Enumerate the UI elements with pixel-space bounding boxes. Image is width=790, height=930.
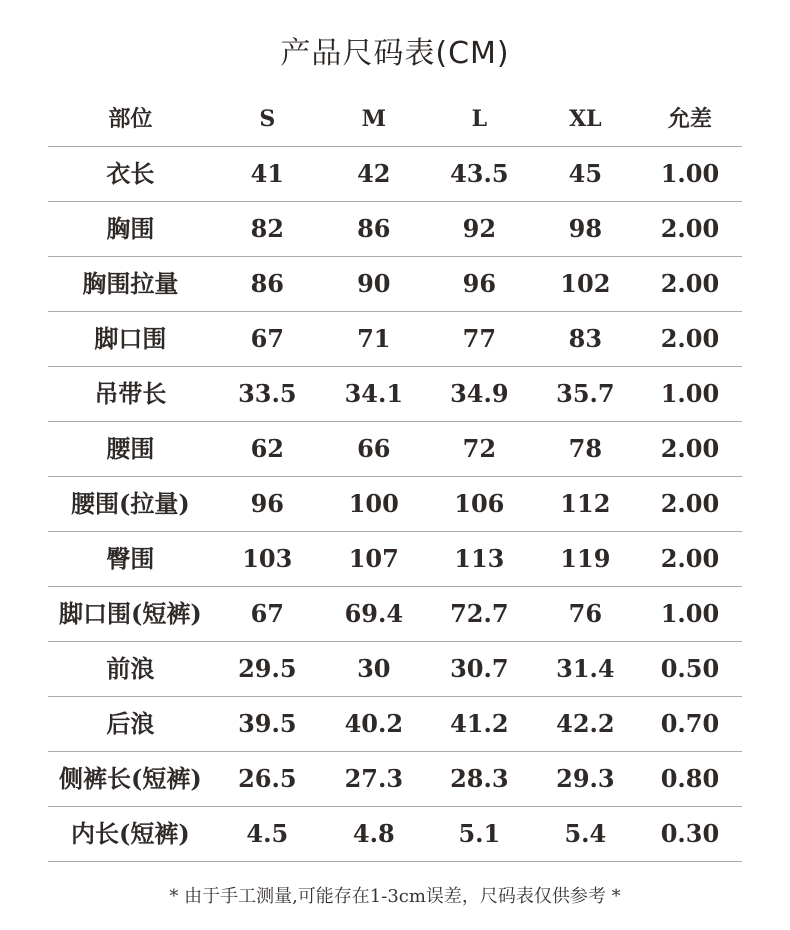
table-row	[48, 367, 742, 422]
row-size-s: 82	[250, 214, 284, 243]
row-part: 内长(短裤)	[71, 819, 190, 848]
row-size-xl: 35.7	[556, 379, 615, 408]
header-size-s: S	[259, 106, 276, 132]
row-tolerance: 2.00	[660, 434, 720, 463]
row-size-s: 96	[250, 489, 284, 518]
row-tolerance: 0.30	[660, 819, 720, 848]
row-tolerance: 2.00	[660, 489, 720, 518]
table-row	[48, 147, 742, 202]
table-row	[48, 532, 742, 587]
header-tolerance: 允差	[667, 106, 712, 132]
row-tolerance: 1.00	[660, 599, 720, 628]
row-size-xl: 5.4	[564, 819, 607, 848]
table-row	[48, 422, 742, 477]
row-size-s: 4.5	[246, 819, 289, 848]
row-size-xl: 42.2	[556, 709, 615, 738]
row-size-s: 86	[250, 269, 284, 298]
row-size-m: 69.4	[344, 599, 404, 628]
row-size-l: 30.7	[450, 654, 509, 683]
row-size-l: 34.9	[450, 379, 509, 408]
row-size-xl: 45	[568, 159, 603, 188]
row-tolerance: 1.00	[660, 379, 720, 408]
row-size-m: 30	[357, 654, 391, 683]
row-size-l: 72.7	[450, 599, 509, 628]
row-size-xl: 112	[560, 489, 611, 518]
row-size-m: 42	[357, 159, 391, 188]
header-part: 部位	[108, 106, 153, 132]
row-size-m: 100	[348, 489, 399, 518]
row-part: 吊带长	[94, 379, 167, 408]
table-header-row	[48, 92, 742, 147]
row-tolerance: 1.00	[660, 159, 720, 188]
row-part: 前浪	[106, 654, 155, 683]
row-size-m: 27.3	[344, 764, 404, 793]
row-part: 胸围拉量	[82, 269, 179, 298]
row-size-s: 103	[242, 544, 293, 573]
table-row	[48, 312, 742, 367]
row-size-s: 33.5	[238, 379, 297, 408]
row-part: 臀围	[106, 544, 155, 573]
row-tolerance: 2.00	[660, 544, 720, 573]
row-size-m: 86	[357, 214, 391, 243]
row-size-l: 77	[462, 324, 497, 353]
row-size-m: 107	[348, 544, 399, 573]
row-size-l: 92	[462, 214, 497, 243]
row-size-m: 90	[357, 269, 391, 298]
row-tolerance: 2.00	[660, 324, 720, 353]
row-size-l: 113	[454, 544, 505, 573]
row-size-s: 39.5	[238, 709, 297, 738]
row-size-m: 66	[357, 434, 391, 463]
row-size-m: 34.1	[344, 379, 404, 408]
row-size-s: 62	[250, 434, 284, 463]
row-size-xl: 102	[560, 269, 611, 298]
table-row	[48, 807, 742, 862]
row-part: 侧裤长(短裤)	[59, 764, 202, 793]
row-size-l: 41.2	[450, 709, 509, 738]
table-row	[48, 257, 742, 312]
row-part: 衣长	[106, 159, 155, 188]
row-size-s: 26.5	[238, 764, 297, 793]
row-size-l: 5.1	[458, 819, 501, 848]
row-part: 后浪	[106, 709, 155, 738]
page-title: 产品尺码表(CM)	[280, 36, 510, 71]
row-size-xl: 78	[568, 434, 603, 463]
size-table	[48, 92, 742, 862]
table-row	[48, 202, 742, 257]
row-size-m: 40.2	[344, 709, 404, 738]
row-tolerance: 0.80	[660, 764, 720, 793]
row-size-s: 67	[250, 324, 284, 353]
row-size-s: 29.5	[238, 654, 297, 683]
row-size-xl: 98	[568, 214, 603, 243]
row-size-l: 106	[454, 489, 505, 518]
row-size-l: 96	[462, 269, 497, 298]
table-row	[48, 697, 742, 752]
row-tolerance: 2.00	[660, 269, 720, 298]
header-size-xl: XL	[569, 106, 602, 132]
row-size-xl: 76	[568, 599, 603, 628]
table-row	[48, 642, 742, 697]
table-row	[48, 477, 742, 532]
footer-note: * 由于手工测量,可能存在1-3cm误差，尺码表仅供参考 *	[169, 886, 621, 907]
row-tolerance: 0.70	[660, 709, 720, 738]
row-size-s: 41	[250, 159, 284, 188]
row-part: 胸围	[106, 214, 155, 243]
row-size-m: 71	[357, 324, 391, 353]
row-size-m: 4.8	[352, 819, 395, 848]
header-size-m: M	[361, 106, 386, 132]
row-size-l: 72	[462, 434, 497, 463]
row-size-l: 28.3	[450, 764, 509, 793]
header-size-l: L	[471, 106, 488, 132]
row-tolerance: 2.00	[660, 214, 720, 243]
row-part: 脚口围	[94, 324, 167, 353]
row-size-l: 43.5	[450, 159, 509, 188]
row-part: 腰围	[106, 434, 155, 463]
row-size-xl: 119	[560, 544, 611, 573]
row-size-xl: 83	[568, 324, 603, 353]
row-size-xl: 29.3	[556, 764, 615, 793]
table-row	[48, 587, 742, 642]
row-tolerance: 0.50	[660, 654, 720, 683]
row-part: 腰围(拉量)	[71, 489, 190, 518]
row-size-xl: 31.4	[556, 654, 615, 683]
row-size-s: 67	[250, 599, 284, 628]
table-row	[48, 752, 742, 807]
row-part: 脚口围(短裤)	[59, 599, 202, 628]
